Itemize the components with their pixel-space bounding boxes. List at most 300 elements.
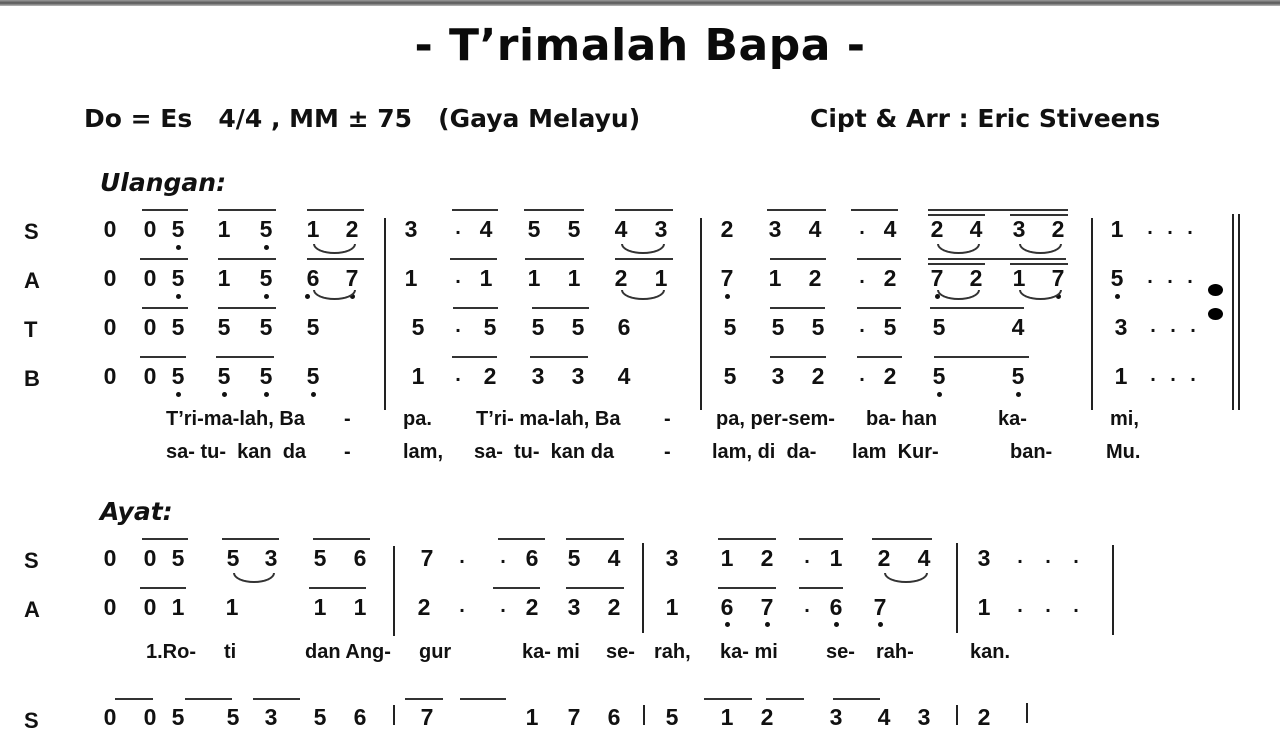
- note: 1: [1012, 265, 1026, 291]
- note: 0: [143, 594, 157, 620]
- lyric: ti: [224, 641, 237, 663]
- lyric: ka- mi: [522, 641, 580, 663]
- beam: [405, 698, 443, 700]
- octave-dot: [725, 294, 730, 299]
- note: 5: [1110, 265, 1124, 291]
- note: 3: [1012, 216, 1026, 242]
- note: 2: [760, 545, 774, 571]
- lyric: rah,: [654, 641, 691, 663]
- note: 4: [479, 216, 493, 242]
- note: 7: [760, 594, 774, 620]
- lyric: kan.: [970, 641, 1011, 663]
- beam: [185, 698, 232, 700]
- note: 5: [171, 314, 185, 340]
- section-ayat-label: Ayat:: [100, 497, 173, 526]
- beam: [218, 258, 276, 260]
- note: .: [500, 595, 506, 617]
- lyric: lam Kur-: [852, 441, 939, 463]
- note: 7: [420, 545, 434, 571]
- composer-credit: Cipt & Arr : Eric Stiveens: [810, 104, 1161, 133]
- note: 1: [567, 265, 581, 291]
- beam: [718, 538, 776, 540]
- lyric: T’ri- ma-lah, Ba: [476, 408, 621, 430]
- slur: [937, 244, 980, 254]
- note: 4: [617, 363, 631, 389]
- note: 5: [259, 363, 273, 389]
- note: 2: [607, 594, 621, 620]
- beam: [857, 356, 902, 358]
- barline: [643, 705, 645, 725]
- note: 0: [103, 704, 117, 730]
- note: 7: [720, 265, 734, 291]
- note: 4: [607, 545, 621, 571]
- note: 3: [665, 545, 679, 571]
- note: .: [459, 546, 465, 568]
- note: 5: [259, 314, 273, 340]
- note: 2: [969, 265, 983, 291]
- note: 5: [217, 314, 231, 340]
- slur: [233, 573, 275, 583]
- note: 0: [143, 545, 157, 571]
- note: 1: [217, 265, 231, 291]
- octave-dot: [1016, 392, 1021, 397]
- lyric: -: [664, 441, 671, 463]
- note: 2: [483, 363, 497, 389]
- note: 7: [1051, 265, 1065, 291]
- octave-dot: [264, 294, 269, 299]
- note: 6: [353, 704, 367, 730]
- note: .: [1073, 595, 1079, 617]
- note: 4: [1011, 314, 1025, 340]
- beam: [615, 258, 673, 260]
- note: 1: [527, 265, 541, 291]
- lyric: sa- tu- kan da: [474, 441, 615, 463]
- lyric: dan Ang-: [305, 641, 391, 663]
- note: .: [1150, 315, 1156, 337]
- beam: [307, 258, 364, 260]
- note: .: [859, 364, 865, 386]
- note: 6: [829, 594, 843, 620]
- note: 1: [977, 594, 991, 620]
- beam: [566, 538, 624, 540]
- beam: [566, 587, 624, 589]
- lyric: ban-: [1010, 441, 1053, 463]
- beam: [524, 209, 584, 211]
- note: 0: [103, 363, 117, 389]
- note: 4: [969, 216, 983, 242]
- barline: [700, 218, 702, 410]
- note: .: [455, 217, 461, 239]
- beam: [766, 698, 804, 700]
- note: 3: [264, 545, 278, 571]
- beam: [615, 209, 673, 211]
- note: 0: [143, 216, 157, 242]
- note: 1: [479, 265, 493, 291]
- note: 4: [808, 216, 822, 242]
- note: 5: [226, 545, 240, 571]
- note: 1: [313, 594, 327, 620]
- beam: [452, 209, 498, 211]
- note: 6: [720, 594, 734, 620]
- note: 2: [977, 704, 991, 730]
- note: 0: [143, 363, 157, 389]
- note: 1: [1114, 363, 1128, 389]
- note: 1: [720, 704, 734, 730]
- beam: [718, 587, 776, 589]
- note: 3: [917, 704, 931, 730]
- lyric: ka-: [998, 408, 1027, 430]
- note: 6: [617, 314, 631, 340]
- note: 7: [930, 265, 944, 291]
- octave-dot: [222, 392, 227, 397]
- note: 5: [811, 314, 825, 340]
- note: .: [804, 595, 810, 617]
- octave-dot: [264, 392, 269, 397]
- note: 3: [771, 363, 785, 389]
- note: .: [1167, 266, 1173, 288]
- octave-dot: [765, 622, 770, 627]
- song-title: - T’rimalah Bapa -: [414, 20, 866, 71]
- note: .: [1187, 217, 1193, 239]
- note: 7: [567, 704, 581, 730]
- note: 1: [217, 216, 231, 242]
- note: 1: [404, 265, 418, 291]
- note: 4: [883, 216, 897, 242]
- barline: [1026, 703, 1028, 723]
- lyric: se-: [826, 641, 855, 663]
- barline: [956, 543, 958, 633]
- note: 1: [720, 545, 734, 571]
- note: .: [859, 266, 865, 288]
- key-tempo-info: Do = Es 4/4 , MM ± 75 (Gaya Melayu): [84, 104, 641, 133]
- note: 5: [567, 545, 581, 571]
- note: 2: [525, 594, 539, 620]
- octave-dot: [305, 294, 310, 299]
- lyric: lam,: [403, 441, 444, 463]
- beam: [142, 307, 188, 309]
- note: 4: [614, 216, 628, 242]
- lyric: -: [344, 408, 351, 430]
- beam: [307, 209, 364, 211]
- note: 2: [614, 265, 628, 291]
- note: .: [455, 364, 461, 386]
- lyric: ba- han: [866, 408, 938, 430]
- beam: [460, 698, 506, 700]
- beam: [530, 356, 588, 358]
- note: 5: [259, 265, 273, 291]
- note: 6: [353, 545, 367, 571]
- note: 1: [654, 265, 668, 291]
- note: 5: [531, 314, 545, 340]
- beam: [218, 307, 276, 309]
- note: 5: [226, 704, 240, 730]
- barline: [393, 546, 395, 636]
- note: 5: [665, 704, 679, 730]
- note: 2: [345, 216, 359, 242]
- barline: [1112, 545, 1114, 635]
- note: 1: [768, 265, 782, 291]
- barline: [384, 218, 386, 410]
- beam: [1010, 209, 1068, 211]
- lyric: rah-: [876, 641, 914, 663]
- note: .: [1170, 315, 1176, 337]
- note: 1: [225, 594, 239, 620]
- note: 5: [306, 314, 320, 340]
- note: 3: [829, 704, 843, 730]
- beam: [857, 258, 901, 260]
- lyric: Mu.: [1106, 441, 1141, 463]
- lyric: sa- tu- kan da: [166, 441, 307, 463]
- note: 1: [829, 545, 843, 571]
- beam: [857, 307, 901, 309]
- note: 6: [525, 545, 539, 571]
- beam: [1010, 214, 1068, 216]
- note: .: [1190, 364, 1196, 386]
- note: .: [1045, 595, 1051, 617]
- note: 7: [420, 704, 434, 730]
- note: .: [1190, 315, 1196, 337]
- note: 0: [103, 265, 117, 291]
- note: .: [1045, 546, 1051, 568]
- beam: [216, 356, 274, 358]
- note: 2: [720, 216, 734, 242]
- note: 5: [171, 216, 185, 242]
- voice-label-tenor: T: [24, 317, 38, 342]
- barline: [642, 543, 644, 633]
- note: 1: [411, 363, 425, 389]
- voice-label-soprano-ayat: S: [24, 548, 39, 573]
- note: 5: [411, 314, 425, 340]
- octave-dot: [878, 622, 883, 627]
- note: .: [1150, 364, 1156, 386]
- slur: [937, 290, 980, 300]
- note: 5: [171, 704, 185, 730]
- beam: [770, 307, 825, 309]
- note: 0: [103, 216, 117, 242]
- beam: [498, 538, 545, 540]
- beam: [532, 307, 589, 309]
- note: 5: [171, 363, 185, 389]
- octave-dot: [1115, 294, 1120, 299]
- note: 2: [1051, 216, 1065, 242]
- beam: [218, 209, 276, 211]
- note: 5: [1011, 363, 1025, 389]
- note: 0: [143, 265, 157, 291]
- beam: [450, 258, 497, 260]
- note: .: [1147, 266, 1153, 288]
- note: 3: [264, 704, 278, 730]
- note: 5: [217, 363, 231, 389]
- beam: [799, 587, 843, 589]
- lyric: 1.Ro-: [146, 641, 196, 663]
- beam: [253, 698, 300, 700]
- note: .: [859, 217, 865, 239]
- window-top-border: [0, 0, 1280, 6]
- note: 1: [525, 704, 539, 730]
- beam: [142, 209, 188, 211]
- beam: [767, 209, 826, 211]
- section-ulangan-label: Ulangan:: [100, 168, 227, 197]
- octave-dot: [176, 245, 181, 250]
- lyric: pa, per-sem-: [716, 408, 835, 430]
- note: 2: [760, 704, 774, 730]
- note: 2: [811, 363, 825, 389]
- octave-dot: [176, 392, 181, 397]
- note: 5: [883, 314, 897, 340]
- note: 2: [877, 545, 891, 571]
- note: 5: [771, 314, 785, 340]
- note: .: [1167, 217, 1173, 239]
- note: .: [804, 546, 810, 568]
- beam: [453, 307, 498, 309]
- note: .: [1073, 546, 1079, 568]
- beam: [770, 258, 826, 260]
- note: 7: [345, 265, 359, 291]
- note: 2: [417, 594, 431, 620]
- beam: [1010, 258, 1066, 260]
- note: 5: [527, 216, 541, 242]
- note: 2: [883, 363, 897, 389]
- note: 1: [306, 216, 320, 242]
- lyric: -: [344, 441, 351, 463]
- slur: [313, 244, 356, 254]
- voice-label-alto-ayat: A: [24, 597, 40, 622]
- beam: [1010, 263, 1068, 265]
- lyric: lam, di da-: [712, 441, 817, 463]
- note: 1: [1110, 216, 1124, 242]
- note: 3: [977, 545, 991, 571]
- note: 5: [171, 265, 185, 291]
- lyric: mi,: [1110, 408, 1139, 430]
- beam: [140, 587, 186, 589]
- beam: [222, 538, 279, 540]
- barline: [956, 705, 958, 725]
- note: 3: [404, 216, 418, 242]
- note: 6: [306, 265, 320, 291]
- note: 7: [873, 594, 887, 620]
- barline: [393, 705, 395, 725]
- beam: [833, 698, 880, 700]
- beam: [851, 209, 898, 211]
- beam: [872, 538, 932, 540]
- note: 1: [665, 594, 679, 620]
- note: .: [500, 546, 506, 568]
- note: 3: [531, 363, 545, 389]
- beam: [799, 538, 843, 540]
- note: 2: [808, 265, 822, 291]
- voice-label-soprano-next: S: [24, 708, 39, 733]
- final-barline: [1232, 214, 1234, 410]
- voice-label-soprano: S: [24, 219, 39, 244]
- note: 3: [654, 216, 668, 242]
- voice-label-bass: B: [24, 366, 40, 391]
- repeat-sign-dot: [1208, 308, 1223, 320]
- beam: [309, 587, 366, 589]
- note: 0: [103, 545, 117, 571]
- note: .: [455, 315, 461, 337]
- beam: [525, 258, 584, 260]
- beam: [704, 698, 752, 700]
- note: .: [859, 315, 865, 337]
- note: .: [1147, 217, 1153, 239]
- final-barline: [1238, 214, 1240, 410]
- slur: [884, 573, 928, 583]
- note: 5: [483, 314, 497, 340]
- note: .: [455, 266, 461, 288]
- slur: [313, 290, 356, 300]
- beam: [930, 307, 1024, 309]
- note: 5: [567, 216, 581, 242]
- note: .: [459, 595, 465, 617]
- note: 5: [313, 545, 327, 571]
- note: 5: [313, 704, 327, 730]
- lyric: gur: [419, 641, 452, 663]
- octave-dot: [937, 392, 942, 397]
- beam: [770, 356, 826, 358]
- slur: [1019, 244, 1062, 254]
- octave-dot: [311, 392, 316, 397]
- lyric: pa.: [403, 408, 432, 430]
- note: 2: [883, 265, 897, 291]
- barline: [1091, 218, 1093, 410]
- lyric: ka- mi: [720, 641, 778, 663]
- note: 5: [932, 314, 946, 340]
- note: .: [1017, 595, 1023, 617]
- slur: [621, 290, 665, 300]
- note: 1: [171, 594, 185, 620]
- note: 4: [917, 545, 931, 571]
- beam: [934, 356, 1029, 358]
- octave-dot: [725, 622, 730, 627]
- note: 3: [1114, 314, 1128, 340]
- note: 5: [306, 363, 320, 389]
- octave-dot: [834, 622, 839, 627]
- beam: [140, 356, 186, 358]
- note: 4: [877, 704, 891, 730]
- beam: [313, 538, 370, 540]
- lyric: T’ri-ma-lah, Ba: [166, 408, 305, 430]
- note: 1: [353, 594, 367, 620]
- beam: [142, 538, 188, 540]
- lyric: -: [664, 408, 671, 430]
- repeat-sign-dot: [1208, 284, 1223, 296]
- lyric: se-: [606, 641, 635, 663]
- note: 6: [607, 704, 621, 730]
- beam: [452, 356, 497, 358]
- beam: [493, 587, 540, 589]
- beam: [115, 698, 153, 700]
- note: .: [1017, 546, 1023, 568]
- octave-dot: [264, 245, 269, 250]
- slur: [1019, 290, 1062, 300]
- note: .: [1187, 266, 1193, 288]
- note: 3: [768, 216, 782, 242]
- note: 5: [171, 545, 185, 571]
- note: 0: [143, 704, 157, 730]
- note: 2: [930, 216, 944, 242]
- note: 5: [723, 363, 737, 389]
- note: 5: [259, 216, 273, 242]
- note: 0: [103, 594, 117, 620]
- beam: [928, 214, 985, 216]
- note: 0: [103, 314, 117, 340]
- voice-label-alto: A: [24, 268, 40, 293]
- beam: [140, 258, 188, 260]
- beam: [928, 263, 985, 265]
- note: 3: [571, 363, 585, 389]
- note: 0: [143, 314, 157, 340]
- note: .: [1170, 364, 1176, 386]
